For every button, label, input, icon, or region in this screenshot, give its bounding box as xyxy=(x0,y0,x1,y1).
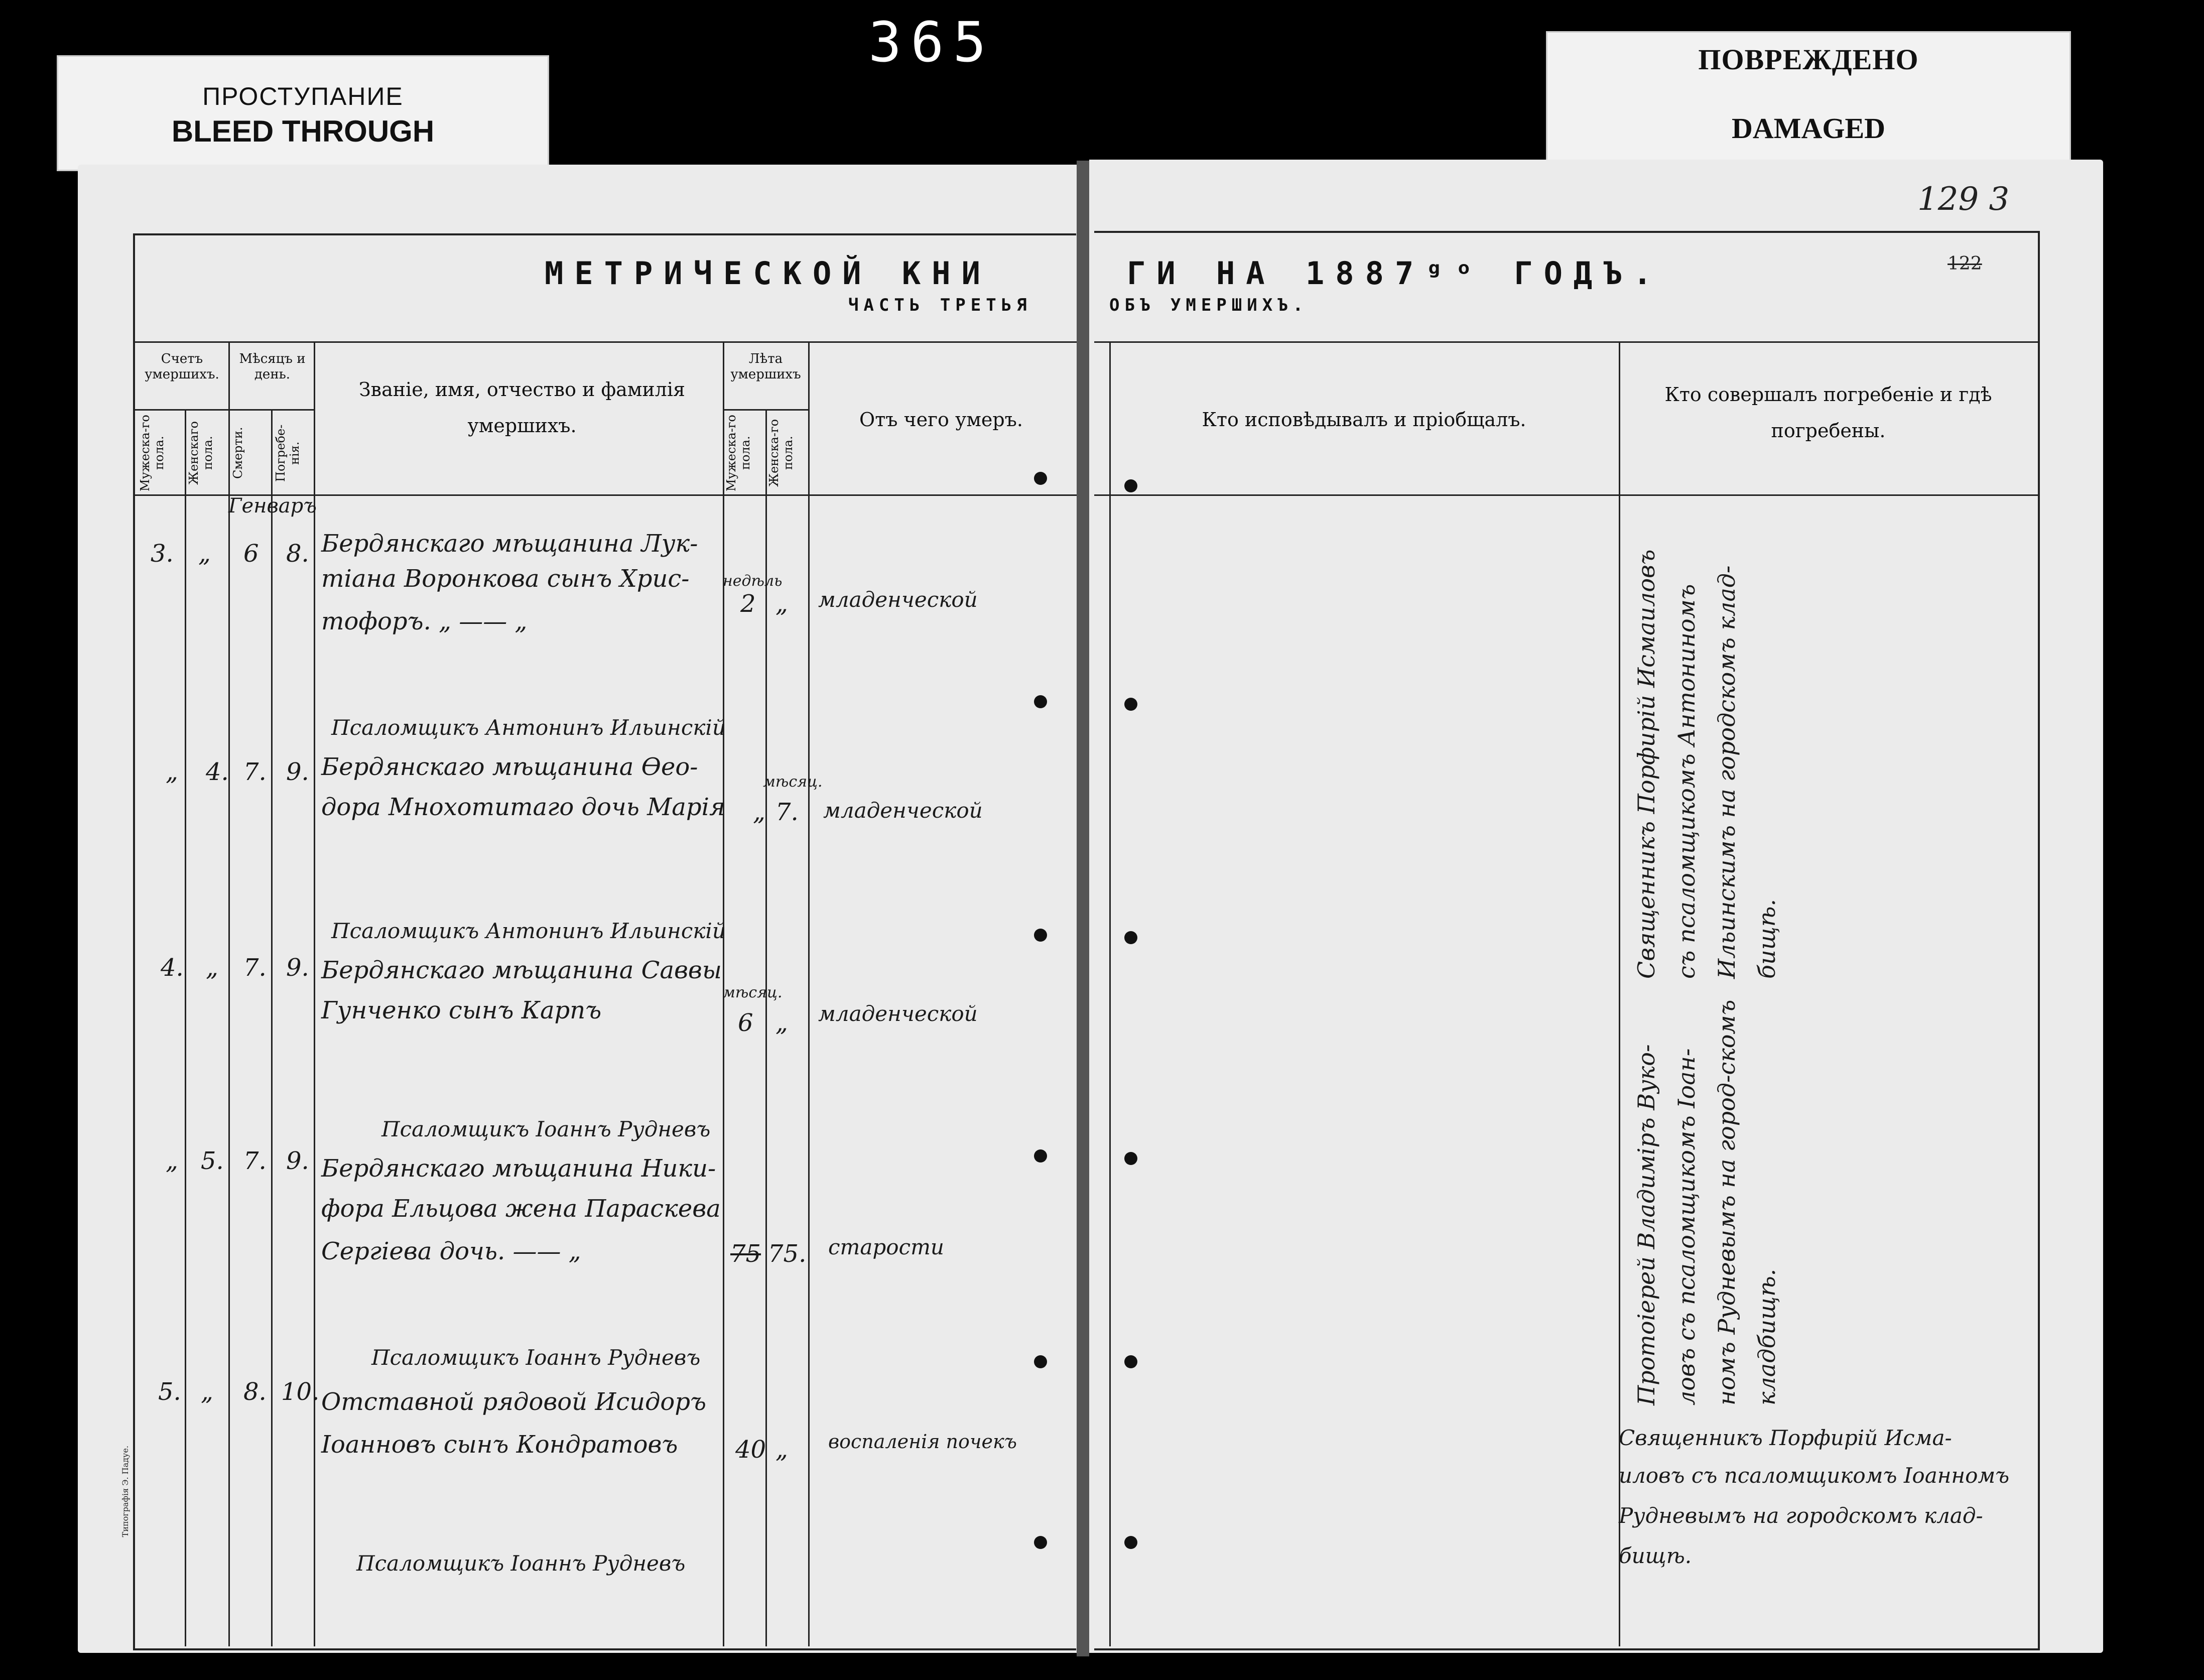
entry-2-age-unit: мѣсяц. xyxy=(763,773,823,791)
page-title-left: МЕТРИЧЕСКОЙ КНИ xyxy=(545,255,991,292)
header-top-rule-left xyxy=(133,341,1077,343)
burial-note-vertical-1: Священникъ Порфирій Исмаиловъ съ псаломщикомъ Антониномъ Ильинскимъ на городскомъ клад-бищѣ. xyxy=(1633,549,1780,979)
col-line xyxy=(1109,341,1111,1646)
entry-1-female: „ xyxy=(198,540,211,568)
entry-3-psalm: Псаломщикъ Антонинъ Ильинскій xyxy=(331,919,726,943)
entry-5-line1: Отставной рядовой Исидоръ xyxy=(321,1388,707,1416)
entry-2-age: „ xyxy=(753,798,765,826)
entry-4-line3: Сергіева дочь. —— „ xyxy=(321,1237,581,1265)
damage-hole xyxy=(1124,931,1137,944)
damage-hole xyxy=(1124,1152,1137,1165)
header-death: Смерти. xyxy=(231,427,245,479)
entry-4-burial: 9. xyxy=(286,1147,309,1175)
col-line xyxy=(185,409,186,1646)
entry-6-psalm: Псаломщикъ Іоаннъ Рудневъ xyxy=(356,1551,686,1576)
entry-2-burial: 9. xyxy=(286,758,309,786)
entry-1-age-f: „ xyxy=(775,590,788,618)
entry-2-female: 4. xyxy=(206,758,229,786)
entry-2-line1: Бердянскаго мѣщанина Ѳео- xyxy=(321,753,698,781)
header-bottom-rule-right xyxy=(1094,494,2038,496)
entry-3-death: 7. xyxy=(243,954,267,982)
damaged-label-en: DAMAGED xyxy=(1731,112,1886,145)
entry-2-line2: дора Мнохотитаго дочь Марія xyxy=(321,793,725,821)
page-number-old: 122 xyxy=(1948,253,1982,274)
entry-1-age: 2 xyxy=(740,590,756,618)
header-cause: Отъ чего умеръ. xyxy=(859,409,1023,431)
entry-5-age: 40 xyxy=(735,1436,766,1464)
entry-5-cause: воспаленія почекъ xyxy=(828,1431,1017,1453)
bleed-through-label-en: BLEED THROUGH xyxy=(171,114,435,148)
bleed-through-label xyxy=(57,55,549,171)
burial-last-line-3: Рудневымъ на городскомъ клад- xyxy=(1619,1503,1983,1528)
burial-last-line-4: бищѣ. xyxy=(1619,1543,1692,1568)
entry-1-line1: Бердянскаго мѣщанина Лук- xyxy=(321,530,698,558)
header-male: Мужеска-го пола. xyxy=(138,415,166,491)
col-line xyxy=(228,341,230,1646)
printer-imprint: Типографія Э. Падуе. xyxy=(120,1446,130,1537)
entry-5-death: 8. xyxy=(243,1378,267,1406)
damage-hole xyxy=(1124,1536,1137,1549)
entry-1-line2: тіана Воронкова сынъ Хрис- xyxy=(321,565,690,593)
header-count: Счетъ умершихъ. xyxy=(145,351,219,382)
damage-hole xyxy=(1034,1355,1047,1368)
damage-hole xyxy=(1124,698,1137,711)
entry-3-age: 6 xyxy=(738,1009,753,1037)
header-month-day: Мѣсяцъ и день. xyxy=(239,351,306,382)
entry-1-age-unit: недѣль xyxy=(723,572,783,590)
entry-3-cause: младенческой xyxy=(818,1001,978,1026)
col-line xyxy=(271,409,273,1646)
damage-hole xyxy=(1124,1355,1137,1368)
entry-3-age-unit: мѣсяц. xyxy=(723,984,783,1001)
entry-5-line2: Іоанновъ сынъ Кондратовъ xyxy=(321,1431,678,1459)
entry-4-cause: старости xyxy=(828,1235,944,1259)
entry-4-male: „ xyxy=(166,1147,178,1175)
damage-hole xyxy=(1124,479,1137,492)
entry-1-cause: младенческой xyxy=(818,587,978,612)
entry-4-line2: фора Ельцова жена Параскева xyxy=(321,1195,721,1223)
entry-2-death: 7. xyxy=(243,758,267,786)
header-burial: Погребе-нія. xyxy=(274,424,302,482)
entry-2-male: „ xyxy=(166,758,178,786)
entry-4-psalm: Псаломщикъ Іоаннъ Рудневъ xyxy=(381,1117,711,1141)
entry-4-line1: Бердянскаго мѣщанина Ники- xyxy=(321,1154,716,1183)
count-subheader-rule xyxy=(133,409,314,411)
folio-number: 365 xyxy=(868,10,995,74)
entry-3-female: „ xyxy=(206,954,218,982)
page-number-main: 129 xyxy=(1917,181,1979,218)
damage-hole xyxy=(1034,472,1047,485)
col-line xyxy=(314,341,315,1646)
damage-hole xyxy=(1034,1149,1047,1162)
burial-note-vertical-2: Протоіерей Владиміръ Вуко-ловъ съ псаломщикомъ Іоан-номъ Рудневымъ на город-скомъ кладбищѣ. xyxy=(1633,999,1780,1405)
entry-4-death: 7. xyxy=(243,1147,267,1175)
book-spine xyxy=(1077,161,1089,1656)
col-line xyxy=(808,341,810,1646)
col-line xyxy=(1619,341,1620,1646)
subtitle-right: ОБЪ УМЕРШИХЪ. xyxy=(1109,295,1309,315)
month-note: Генваръ xyxy=(228,494,317,518)
entry-2-cause: младенческой xyxy=(823,798,983,823)
header-confessor: Кто исповѣдывалъ и пріобщалъ. xyxy=(1202,409,1526,431)
entry-5-burial: 10. xyxy=(281,1378,320,1406)
damaged-label-ru: ПОВРЕЖДЕНО xyxy=(1698,43,1919,76)
header-age: Лѣта умершихъ xyxy=(730,351,801,382)
page-number xyxy=(1917,181,2009,218)
entry-5-male: 5. xyxy=(158,1378,181,1406)
burial-last-line-1: Священникъ Порфирій Исма- xyxy=(1619,1426,1952,1450)
header-name: Званіе, имя, отчество и фамилія умершихъ. xyxy=(359,378,685,437)
entry-4-female: 5. xyxy=(201,1147,224,1175)
header-female: Женскаго пола. xyxy=(187,421,215,485)
header-top-rule-right xyxy=(1094,341,2038,343)
subtitle-left: ЧАСТЬ ТРЕТЬЯ xyxy=(848,295,1032,315)
bleed-through-label-ru: ПРОСТУПАНИЕ xyxy=(202,82,404,110)
entry-2-age-f: 7. xyxy=(775,798,799,826)
damage-hole xyxy=(1034,1536,1047,1549)
entry-5-age-f: „ xyxy=(775,1436,788,1464)
header-age-female: Женска-го пола. xyxy=(767,419,795,487)
damage-hole xyxy=(1034,929,1047,942)
damage-hole xyxy=(1034,695,1047,708)
entry-1-line3: тофоръ. „ —— „ xyxy=(321,607,528,635)
page-title-right: ГИ НА 1887ᵍᵒ ГОДЪ. xyxy=(1127,255,1663,292)
entry-3-male: 4. xyxy=(161,954,184,982)
entry-3-line1: Бердянскаго мѣщанина Саввы xyxy=(321,956,722,984)
burial-last-line-2: иловъ съ псаломщикомъ Іоанномъ xyxy=(1619,1463,2010,1488)
entry-3-burial: 9. xyxy=(286,954,309,982)
header-age-male: Мужеска-го пола. xyxy=(724,415,752,491)
entry-3-line2: Гунченко сынъ Карпъ xyxy=(321,996,602,1024)
entry-1-death: 6 xyxy=(243,540,259,568)
entry-4-age-f: 75. xyxy=(768,1240,807,1268)
entry-5-psalm: Псаломщикъ Іоаннъ Рудневъ xyxy=(371,1345,701,1370)
entry-3-age-f: „ xyxy=(775,1009,788,1037)
entry-4-age: 75 xyxy=(730,1240,761,1268)
entry-2-psalm: Псаломщикъ Антонинъ Ильинскій xyxy=(331,715,726,740)
entry-5-female: „ xyxy=(201,1378,213,1406)
damaged-label xyxy=(1546,31,2071,165)
header-burial-who: Кто совершалъ погребеніе и гдѣ погребены. xyxy=(1664,383,1992,442)
page-number-suffix: 3 xyxy=(1989,181,2010,218)
entry-1-male: 3. xyxy=(151,540,174,568)
entry-1-burial: 8. xyxy=(286,540,309,568)
